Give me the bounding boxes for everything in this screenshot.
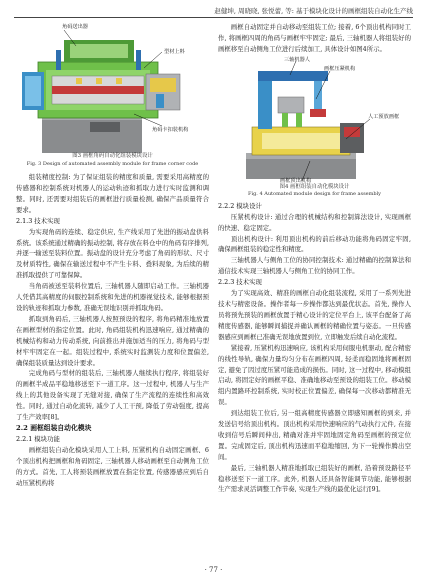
paragraph: 为了实现高效、精准的画框自动化组装流程, 采用了一系列先进技术与精密设备。操作者每一步操作都达到最优状态。首先, 操作人员将预先预装的画框放置于精心设计的定位平台上, 该平台配备了高精度传感器, 能够瞬间捕捉并确认画框的精确位置与姿态。一旦传感器感应到画框已准确无误地放置到位, 立即触发后续自动化流程。 <box>218 289 411 341</box>
paragraph: 最后, 三轴机器人精准地抓取已组装好的画框, 沿着预设路径平稳移送至下一道工序。此外, 机器人还具备智能调节功能, 能够根据生产需求灵活调整工作节奏, 实现生产线的最优化运行[9]。 <box>218 463 411 494</box>
figure-3-label-corner-clip-mechanism: 角码卡扣装机构 <box>152 127 189 133</box>
figure-3-label-profile-loading: 型材上料 <box>164 49 185 55</box>
section-heading-2-2-3: 2.2.3 技术实现 <box>218 278 262 287</box>
running-header: 赵健坤, 周晓晓, 张悦蕾, 等: 基于模块化设计的画框组装自动化生产线 <box>14 4 413 18</box>
figure-3-caption-cn: 图3 画框角码自动化组装模块设计 <box>72 153 153 159</box>
figure-3 <box>16 22 209 168</box>
paragraph: 到达组装工位后, 另一组高精度传感器立即感知画框的到来, 并发送信号给顶出机构。顶出机构采用快速响应的气动执行元件, 在接收到信号后瞬间伸出, 精确对准并牢固地固定角码至画框的预定位置。完成固定后, 顶出机构迅速而平稳地缩回, 为下一轮操作腾出空间。 <box>218 409 411 461</box>
figure-4-label-press: 画框压紧机构 <box>324 65 356 72</box>
section-heading-2-2: 2.2 画框组装自动化模块 <box>16 423 92 432</box>
figure-3-illustration <box>16 22 209 168</box>
section-heading-2-2-1: 2.2.1 模块功能 <box>16 434 60 443</box>
figure-4 <box>218 57 411 199</box>
figure-3-caption-en: Fig. 3 Design of automated assembly module for frame corner code <box>26 160 199 167</box>
paragraph: 为实现角码的连续、稳定供应, 生产线采用了先进的振动盘供料系统。该系统通过精确的振动控制, 将存放在料仓中的角码有序排列, 并逐一输送至装料位置。振动盘的设计充分考虑了角码的形状、尺寸及材质特性, 确保在输送过程中不产生卡料、叠料现象, 为后续的精准抓取提供了可靠保障。 <box>16 227 209 280</box>
figure-3-label-corner-feeder: 角码送出器 <box>62 24 88 30</box>
paragraph: 压紧机构设计: 通过合理的机械结构和控制算法设计, 实现画框的快速、稳定固定。 <box>218 212 411 232</box>
paragraph: 组装精度控制: 为了保证组装的精度和质量, 需要采用高精度的传感器和控制系统对机器人的运动轨迹和抓取力进行实时监测和调整。同时, 还需要对组装后的画框进行质量检测, 确保产品质量符合要求。 <box>16 173 209 214</box>
right-column <box>218 22 411 495</box>
figure-4-label-ejector: 画框顶出机构 <box>280 177 312 184</box>
paragraph: 顶出机构设计: 利用顶出机构的前后移动功能将角码固定牢固, 确保画框组装的稳定性和精度。 <box>218 234 411 254</box>
paragraph: 抓取到角码后, 三轴机器人按照预设的程序, 将角码精准地放置在画框型材的指定位置。此时, 角码组装机构迅速响应, 通过精确的机械结构和动力传动系统, 向前推出并施加适当的压力, 将角码与型材牢牢固定在一起。组装过程中, 系统实时监测装力度和位置偏差, 确保组装质量达到设计要求。 <box>16 314 209 367</box>
page-number: · 77 · <box>204 566 223 574</box>
paragraph: 完成角码与型材的组装后, 三轴机器人继续执行程序, 将组装好的画框半成品平稳地移送至下一道工序。这一过程中, 机器人与生产线上的其他设备实现了无缝对接, 确保了生产流程的连续性和高效性。同时, 通过自动化流转, 减少了人工干预, 降低了劳动强度, 提高了生产效率[8]。 <box>16 369 209 422</box>
figure-4-illustration <box>218 57 411 199</box>
figure-4-label-manual-load: 人工预放画框 <box>368 113 400 120</box>
figure-4-label-robot: 三轴机器人 <box>284 56 310 63</box>
figure-4-caption-cn: 图4 画框组装自动化模块设计 <box>279 183 350 190</box>
paragraph: 当角码被送至装料位置后, 三轴机器人随即启动工作。三轴机器人凭借其高精度的伺服控制系统和先进的机器视觉技术, 能够根据预设的轨迹和抓取力参数, 准确无误地识别并抓取角码。 <box>16 282 209 312</box>
section-heading-2-1-3: 2.1.3 技术实现 <box>16 216 60 225</box>
paragraph: 三轴机器人与侧角工位的协同控制技术: 通过精确的控制算法和通信技术实现三轴机器人与侧角工位的协同工作。 <box>218 256 411 276</box>
paragraph: 画框自动固定并自动移动至组装工位; 接着, 6个顶出机构同时工作, 将画框四周的角码与画框牢牢固定; 最后, 三轴机器人将组装好的画框移至自动侧角工位进行后续加工, 具体设计如图4所示。 <box>218 23 411 53</box>
paragraph: 画框组装自动化模块采用人工上料, 压紧机构自动固定画框、6个顶出机构把画框和角码固定, 三轴机器人移动画框至自动侧角工位的方式。首先, 工人将预装画框放置在指定位置, 传感器感应到后自动压紧机构将 <box>16 445 209 487</box>
figure-4-caption-en: Fig. 4 Automated module design for frame assembly <box>248 191 381 198</box>
left-column <box>16 22 209 489</box>
paragraph: 紧接着, 压紧机构迅速响应, 该机构采用伺服电机驱动, 配合精密的线性导轨, 确保力量均匀分布在画框四周, 轻柔而稳固地将画框固定, 避免了因过度压紧可能造成的损伤。同时, 这一过程中, 移动模组启动, 将固定好的画框平稳、准确地移动至预设的组装工位。移动模组内置路环控制系统, 实时校正位置偏差, 确保每一次移动都精准无误。 <box>218 343 411 407</box>
section-heading-2-2-2: 2.2.2 模块设计 <box>218 201 262 210</box>
